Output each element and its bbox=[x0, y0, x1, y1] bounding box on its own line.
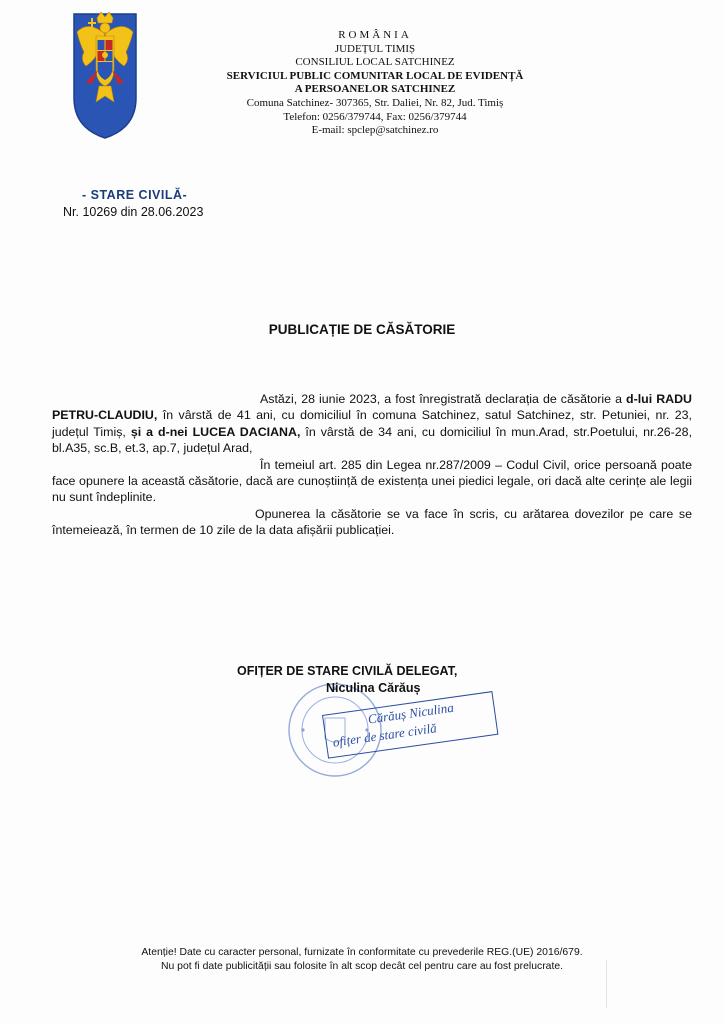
groom-details: în vârstă de 41 ani, cu domiciliul în comuna Satchinez, satul Satchinez, str. Petuniei, nr. 23, județul Timiș, bbox=[52, 408, 692, 439]
institution-header bbox=[215, 29, 535, 138]
opposition-paragraph: Opunerea la căsătorie se va face în scris, cu arătarea dovezilor pe care se întemeiează, în termen de 10 zile de la data afișării publicației. bbox=[52, 506, 692, 538]
bride-name: d-nei LUCEA DACIANA, bbox=[153, 424, 301, 439]
coat-of-arms-icon bbox=[72, 10, 138, 140]
department-label: - STARE CIVILĂ- bbox=[82, 188, 188, 202]
privacy-line-2: Nu pot fi date publicității sau folosite în alt scop decât cel pentru care au fost prelucrate. bbox=[161, 960, 563, 972]
legal-basis-paragraph: În temeiul art. 285 din Legea nr.287/2009 – Codul Civil, orice persoană poate face opunere la această căsătorie, dacă are cunoștiință de existența unei piedici legale, ori dacă alte cerințe ale legii nu sunt îndeplinite. bbox=[52, 457, 692, 505]
stamp-name: Cărăuș Niculina bbox=[366, 699, 455, 727]
privacy-line-1: Atenție! Date cu caracter personal, furnizate în conformitate cu prevederile REG.(UE) 2016/679. bbox=[141, 947, 583, 958]
address-line: Comuna Satchinez- 307365, Str. Daliei, Nr. 82, Jud. Timiș bbox=[246, 96, 504, 109]
privacy-notice bbox=[0, 946, 724, 973]
officer-name: Niculina Cărăuș bbox=[326, 681, 421, 695]
service-line: SERVICIUL PUBLIC COMUNITAR LOCAL DE EVIDENȚĂ bbox=[226, 69, 524, 82]
declaration-paragraph bbox=[52, 391, 692, 457]
email-line: E-mail: spclep@satchinez.ro bbox=[311, 124, 439, 137]
document-title: PUBLICAȚIE DE CĂSĂTORIE bbox=[268, 322, 456, 337]
registration-number: Nr. 10269 din 28.06.2023 bbox=[63, 205, 204, 219]
conjunction: și a bbox=[130, 424, 154, 439]
phone-line: Telefon: 0256/379744, Fax: 0256/379744 bbox=[283, 110, 467, 123]
county-line: JUDEȚUL TIMIȘ bbox=[334, 42, 416, 55]
bride-details: în vârstă de 34 ani, cu domiciliul în mun.Arad, str.Poetului, nr.26-28, bl.A35, sc.B, et.3, ap.7, județul Arad, bbox=[52, 424, 693, 456]
scan-edge bbox=[606, 960, 607, 1008]
document-body bbox=[52, 391, 692, 539]
stamp-role: ofițer de stare civilă bbox=[331, 720, 438, 750]
service-line-2: A PERSOANELOR SATCHINEZ bbox=[294, 83, 456, 96]
officer-title: OFIȚER DE STARE CIVILĂ DELEGAT, bbox=[237, 664, 458, 678]
council-line: CONSILIUL LOCAL SATCHINEZ bbox=[295, 56, 455, 69]
declaration-text: Astăzi, 28 iunie 2023, a fost înregistrată declarația de căsătorie a bbox=[260, 392, 627, 406]
country-line: ROMÂNIA bbox=[338, 29, 412, 41]
groom-name: d-lui RADU PETRU-CLAUDIU, bbox=[52, 392, 692, 423]
